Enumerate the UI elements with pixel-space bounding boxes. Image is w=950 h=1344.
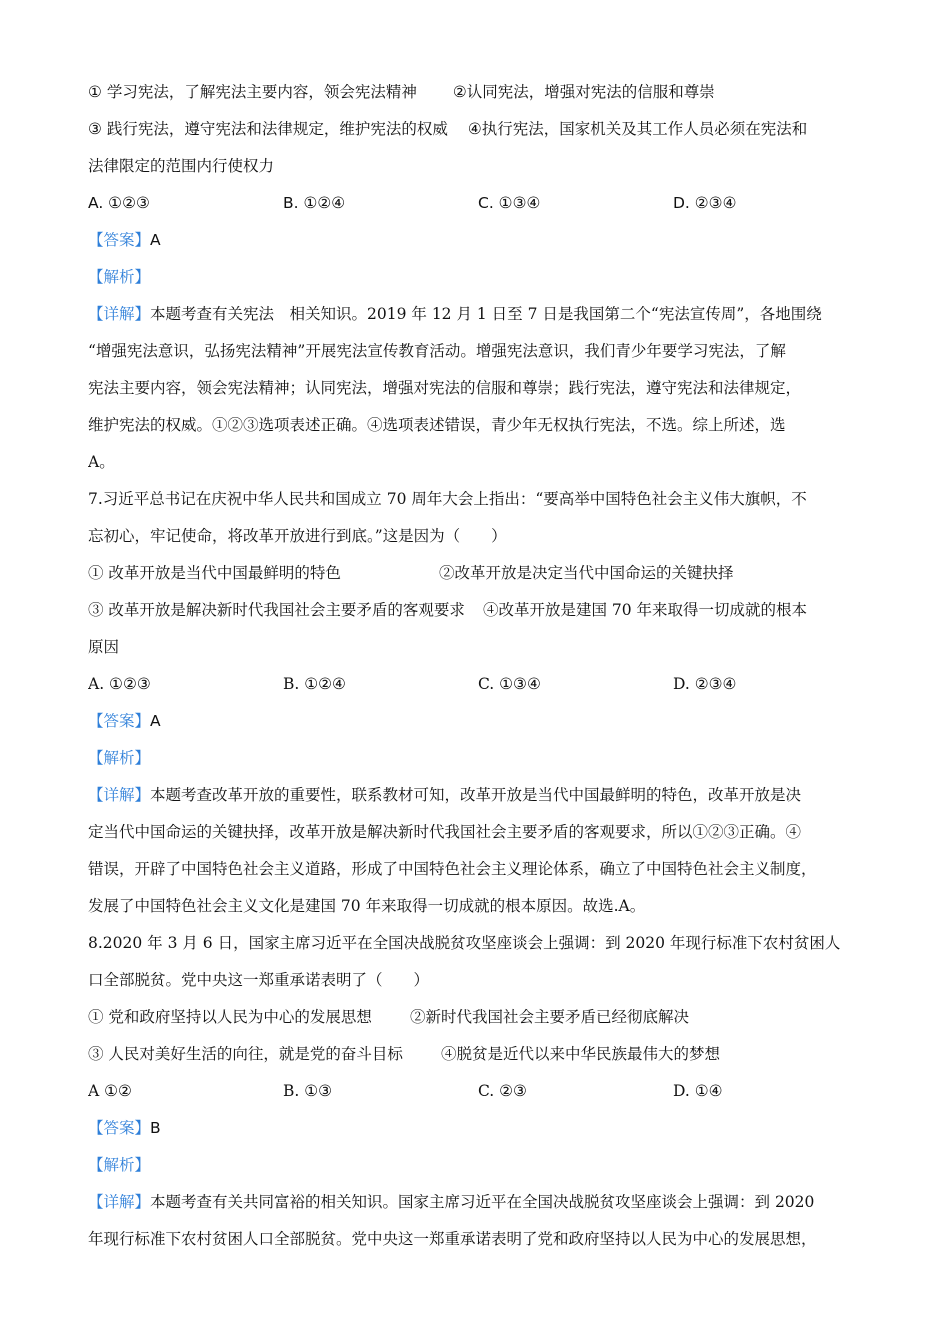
q8-answer bbox=[88, 1110, 868, 1147]
q6-detail-line: “增强宪法意识，弘扬宪法精神”开展宪法宣传教育活动。增强宪法意识，我们青少年要学习宪法，了解 bbox=[88, 342, 786, 360]
q8-statements-row-1 bbox=[88, 999, 868, 1036]
q7-detail-line: 错误，开辟了中国特色社会主义道路，形成了中国特色社会主义理论体系，确立了中国特色社会主义制度， bbox=[88, 860, 817, 878]
q7-statements-row-1 bbox=[88, 555, 868, 592]
q7-answer-tag: 【答案】 bbox=[88, 712, 151, 730]
q7-option-b: B. ①②④ bbox=[283, 675, 346, 693]
q6-statement-4: ④执行宪法，国家机关及其工作人员必须在宪法和 bbox=[467, 120, 808, 138]
q6-statements-row-2 bbox=[88, 111, 868, 148]
q6-detail-line: A。 bbox=[88, 453, 115, 471]
q7-statement-2: ②改革开放是决定当代中国命运的关键抉择 bbox=[438, 564, 734, 582]
q6-option-b: B. ①②④ bbox=[283, 194, 346, 212]
q7-statement-1: ① 改革开放是当代中国最鲜明的特色 bbox=[88, 564, 341, 582]
q8-detail-tag: 【详解】 bbox=[88, 1193, 151, 1211]
q8-detail-line: 年现行标准下农村贫困人口全部脱贫。党中央这一郑重承诺表明了党和政府坚持以人民为中心的发展思想， bbox=[88, 1230, 817, 1248]
q7-answer bbox=[88, 703, 868, 740]
q8-stem-line: 口全部脱贫。党中央这一郑重承诺表明了（ ） bbox=[88, 971, 430, 989]
q8-statement-2: ②新时代我国社会主要矛盾已经彻底解决 bbox=[409, 1008, 689, 1026]
q6-options bbox=[88, 185, 868, 222]
q7-stem-line: 忘初心，牢记使命，将改革开放进行到底。”这是因为（ ） bbox=[88, 527, 507, 545]
q8-options bbox=[88, 1073, 868, 1110]
q8-statement-1: ① 党和政府坚持以人民为中心的发展思想 bbox=[88, 1008, 372, 1026]
q6-detail-line: 宪法主要内容，领会宪法精神；认同宪法，增强对宪法的信服和尊崇；践行宪法，遵守宪法和法律规定， bbox=[88, 379, 802, 397]
q7-statement-4: ④改革开放是建国 70 年来取得一切成就的根本 bbox=[482, 601, 808, 619]
q7-detail-line: 定当代中国命运的关键抉择，改革开放是解决新时代我国社会主要矛盾的客观要求，所以①②③正确。④ bbox=[88, 823, 802, 841]
q6-detail-tag: 【详解】 bbox=[88, 305, 151, 323]
q7-detail-line: 发展了中国特色社会主义文化是建国 70 年来取得一切成就的根本原因。故选.A。 bbox=[88, 897, 646, 915]
q7-statement-4-cont: 原因 bbox=[88, 638, 120, 656]
q8-detail-line: 【详解】本题考查有关共同富裕的相关知识。国家主席习近平在全国决战脱贫攻坚座谈会上强调：到 2020 bbox=[88, 1193, 815, 1211]
q8-stem-line: 8.2020 年 3 月 6 日，国家主席习近平在全国决战脱贫攻坚座谈会上强调：到 2020 年现行标准下农村贫困人 bbox=[88, 934, 841, 952]
q6-statement-1: ① 学习宪法，了解宪法主要内容，领会宪法精神 bbox=[88, 83, 417, 101]
q8-option-c: C. ②③ bbox=[478, 1082, 527, 1100]
q6-statement-4-cont: 法律限定的范围内行使权力 bbox=[88, 157, 275, 175]
q7-option-c: C. ①③④ bbox=[478, 675, 541, 693]
q7-statement-3: ③ 改革开放是解决新时代我国社会主要矛盾的客观要求 bbox=[88, 601, 465, 619]
q8-analysis-tag: 【解析】 bbox=[88, 1156, 151, 1174]
q6-analysis-tag: 【解析】 bbox=[88, 268, 151, 286]
q8-option-a: A ①② bbox=[88, 1082, 132, 1100]
q8-statements-row-2 bbox=[88, 1036, 868, 1073]
q7-answer-value: A bbox=[150, 712, 161, 730]
q7-analysis-tag: 【解析】 bbox=[88, 749, 151, 767]
q6-statement-3: ③ 践行宪法，遵守宪法和法律规定，维护宪法的权威 bbox=[88, 120, 448, 138]
q6-option-c: C. ①③④ bbox=[478, 194, 541, 212]
q7-option-a: A. ①②③ bbox=[88, 675, 151, 693]
q7-options bbox=[88, 666, 868, 703]
q8-statement-4: ④脱贫是近代以来中华民族最伟大的梦想 bbox=[440, 1045, 720, 1063]
q6-detail-line: 【详解】本题考查有关宪法 相关知识。2019 年 12 月 1 日至 7 日是我国第二个“宪法宣传周”，各地围绕 bbox=[88, 305, 822, 323]
q8-answer-tag: 【答案】 bbox=[88, 1119, 151, 1137]
q6-answer-value: A bbox=[150, 231, 161, 249]
q6-statements-row-1 bbox=[88, 74, 868, 111]
q8-statement-3: ③ 人民对美好生活的向往，就是党的奋斗目标 bbox=[88, 1045, 403, 1063]
q6-option-d: D. ②③④ bbox=[673, 194, 737, 212]
q6-detail-line: 维护宪法的权威。①②③选项表述正确。④选项表述错误，青少年无权执行宪法，不选。综上所述，选 bbox=[88, 416, 786, 434]
q7-stem-line: 7.习近平总书记在庆祝中华人民共和国成立 70 周年大会上指出：“要高举中国特色社会主义伟大旗帜，不 bbox=[88, 490, 807, 508]
q8-option-d: D. ①④ bbox=[673, 1082, 723, 1100]
q6-statement-2: ②认同宪法，增强对宪法的信服和尊崇 bbox=[452, 83, 715, 101]
document-page bbox=[88, 74, 868, 1258]
q7-detail-line: 【详解】本题考查改革开放的重要性，联系教材可知，改革开放是当代中国最鲜明的特色，改革开放是决 bbox=[88, 786, 802, 804]
q8-answer-value: B bbox=[150, 1119, 161, 1137]
q6-option-a: A. ①②③ bbox=[88, 194, 150, 212]
q7-detail-tag: 【详解】 bbox=[88, 786, 151, 804]
q8-option-b: B. ①③ bbox=[283, 1082, 333, 1100]
q6-answer bbox=[88, 222, 868, 259]
q7-option-d: D. ②③④ bbox=[673, 675, 737, 693]
q7-statements-row-2 bbox=[88, 592, 868, 629]
q6-answer-tag: 【答案】 bbox=[88, 231, 151, 249]
